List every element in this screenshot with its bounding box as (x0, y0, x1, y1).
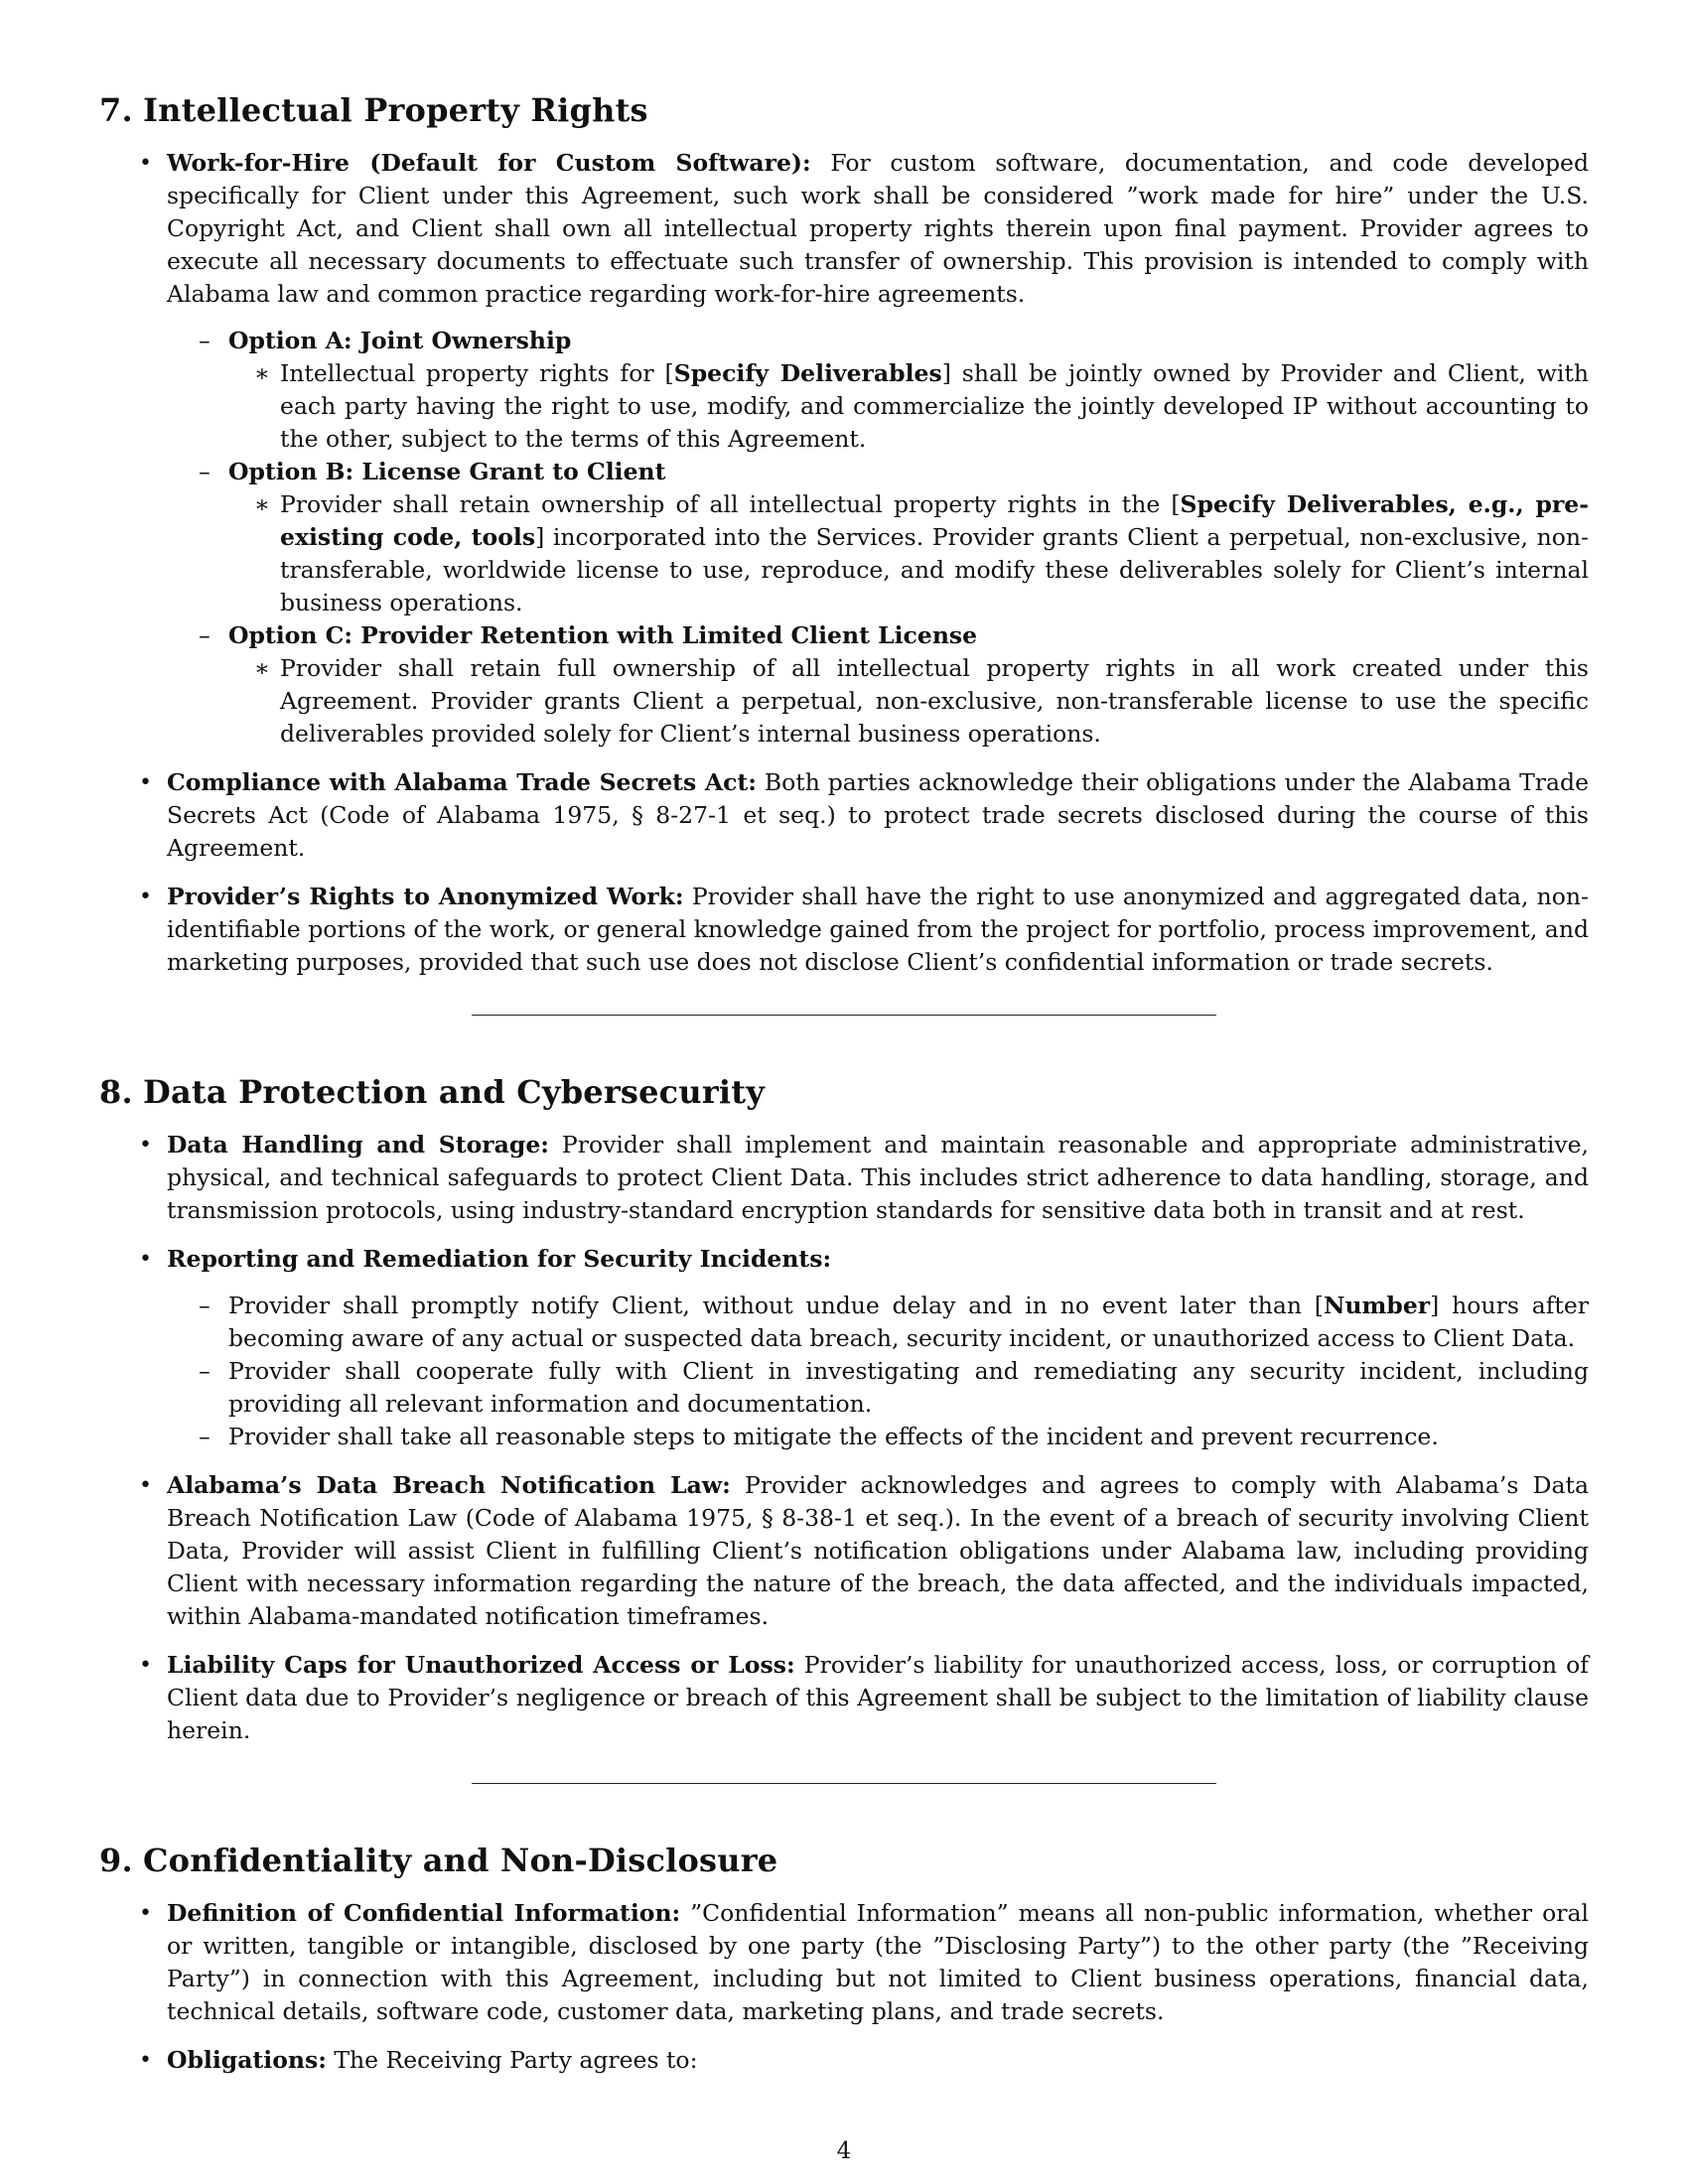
section-heading (99, 1842, 1589, 1879)
star-icon: ∗ (254, 654, 270, 682)
bullet-icon: • (139, 1247, 152, 1272)
item-label: Obligations: (167, 2046, 327, 2074)
list-item-definition (99, 1897, 1589, 2028)
section-9 (99, 1842, 1589, 2077)
item-text: Both parties acknowledge their obligations under the Alabama Trade Secrets Act (Code of Alabama 1975, § 8-27-1 et seq.) to protect trade secrets disclosed during the course of this Agreement. (167, 768, 1589, 862)
options-list (167, 325, 1589, 751)
list-item-anonymized-work (99, 881, 1589, 979)
page-content (99, 91, 1589, 2093)
item-label: Alabama’s Data Breach Notification Law: (167, 1471, 731, 1499)
option-a (167, 325, 1589, 456)
item-text: For custom software, documentation, and code developed specifically for Client under this Agreement, such work shall be considered ”work made for hire” under the U.S. Copyright Act, and Client shall own all intellectual property rights therein upon final payment. Provider agrees to execute all necessary documents to effectuate such transfer of ownership. This provision is intended to comply with Alabama law and common practice regarding work-for-hire agreements. (167, 149, 1589, 308)
item-label: Reporting and Remediation for Security Incidents: (167, 1245, 832, 1273)
option-b (167, 456, 1589, 619)
option-detail-item (228, 652, 1589, 751)
item-label: Provider’s Rights to Anonymized Work: (167, 883, 684, 910)
option-c-detail (228, 652, 1589, 751)
star-icon: ∗ (254, 490, 270, 518)
option-detail-item (228, 488, 1589, 619)
bullet-icon: • (139, 770, 152, 795)
item-label: Definition of Confidential Information: (167, 1899, 681, 1927)
bullet-icon: • (139, 885, 152, 909)
option-detail-item (228, 357, 1589, 456)
list-item-reporting (99, 1243, 1589, 1453)
bullet-icon: • (139, 1653, 152, 1678)
text-span: Intellectual property rights for [ (280, 359, 674, 387)
text-span: Provider shall promptly notify Client, without undue delay and in no event later than [ (228, 1292, 1324, 1319)
item-text: Provider shall have the right to use anonymized and aggregated data, non-identifiable portions of the work, or general knowledge gained from the project for portfolio, process improvement, and marketing purposes, provided that such use does not disclose Client’s confidential information or trade secrets. (167, 883, 1589, 976)
placeholder-text: Specify Deliverables, e.g., pre-existing code, tools (280, 490, 1589, 551)
section-number: 7. (99, 91, 133, 129)
section-heading (99, 91, 1589, 129)
section-heading (99, 1073, 1589, 1111)
section-9-list (99, 1897, 1589, 2077)
section-title: Intellectual Property Rights (143, 91, 648, 129)
reporting-sublist (167, 1290, 1589, 1453)
dash-icon: – (199, 1357, 211, 1385)
bullet-icon: • (139, 1133, 152, 1158)
dash-icon: – (199, 458, 211, 485)
section-title: Data Protection and Cybersecurity (143, 1073, 766, 1111)
item-text: The Receiving Party agrees to: (326, 2046, 698, 2074)
text-span: Provider shall retain full ownership of all intellectual property rights in all work created under this Agreement. Provider grants Client a perpetual, non-exclusive, non-transferable license to use the specific deliverables provided solely for Client’s internal business operations. (280, 654, 1589, 748)
item-text: Provider’s liability for unauthorized access, loss, or corruption of Client data due to Provider’s negligence or breach of this Agreement shall be subject to the limitation of liability clause herein. (167, 1651, 1589, 1744)
text-span: Provider shall cooperate fully with Client in investigating and remediating any security incident, including providing all relevant information and documentation. (228, 1357, 1589, 1418)
section-divider (472, 1783, 1216, 1784)
item-text: Provider acknowledges and agrees to comply with Alabama’s Data Breach Notification Law (Code of Alabama 1975, § 8-38-1 et seq.). In the event of a breach of security involving Client Data, Provider will assist Client in fulfilling Client’s notification obligations under Alabama law, including providing Client with necessary information regarding the nature of the breach, the data affected, and the individuals impacted, within Alabama-mandated notification timeframes. (167, 1471, 1589, 1630)
text-span: ] incorporated into the Services. Provider grants Client a perpetual, non-exclusive, non-transferable, worldwide license to use, reproduce, and modify these deliverables solely for Client’s internal business operations. (280, 523, 1589, 616)
item-label: Work-for-Hire (Default for Custom Software): (167, 149, 811, 177)
dash-icon: – (199, 1423, 211, 1450)
placeholder-text: Specify Deliverables (673, 359, 942, 387)
section-divider (472, 1015, 1216, 1016)
list-item-breach-law (99, 1469, 1589, 1633)
option-label: Option A: Joint Ownership (228, 327, 572, 354)
bullet-icon: • (139, 2048, 152, 2073)
section-title: Confidentiality and Non-Disclosure (143, 1842, 778, 1879)
star-icon: ∗ (254, 359, 270, 387)
sublist-item (167, 1290, 1589, 1355)
section-number: 8. (99, 1073, 133, 1111)
item-text: ”Confidential Information” means all non-public information, whether oral or written, tangible or intangible, disclosed by one party (the ”Disclosing Party”) to the other party (the ”Receiving Party”) in connection with this Agreement, including but not limited to Client business operations, financial data, technical details, software code, customer data, marketing plans, and trade secrets. (167, 1899, 1589, 2025)
sublist-item (167, 1421, 1589, 1453)
list-item-obligations (99, 2044, 1589, 2077)
list-item-trade-secrets (99, 766, 1589, 865)
list-item-work-for-hire (99, 147, 1589, 751)
bullet-icon: • (139, 1473, 152, 1498)
option-b-detail (228, 488, 1589, 619)
sublist-item (167, 1355, 1589, 1421)
text-span: ] hours after becoming aware of any actual or suspected data breach, security incident, or unauthorized access to Client Data. (228, 1292, 1589, 1352)
option-a-detail (228, 357, 1589, 456)
list-item-data-handling (99, 1129, 1589, 1227)
item-label: Liability Caps for Unauthorized Access or Loss: (167, 1651, 795, 1679)
section-8-list (99, 1129, 1589, 1747)
bullet-icon: • (139, 1901, 152, 1926)
dash-icon: – (199, 327, 211, 354)
bullet-icon: • (139, 151, 152, 176)
dash-icon: – (199, 1292, 211, 1319)
section-number: 9. (99, 1842, 133, 1879)
section-7-list (99, 147, 1589, 979)
page-number: 4 (836, 2138, 852, 2164)
option-label: Option C: Provider Retention with Limited Client License (228, 621, 978, 649)
option-label: Option B: License Grant to Client (228, 458, 666, 485)
dash-icon: – (199, 621, 211, 649)
item-label: Data Handling and Storage: (167, 1131, 549, 1159)
placeholder-text: Number (1323, 1292, 1431, 1319)
text-span: ] shall be jointly owned by Provider and Client, with each party having the right to use, modify, and commercialize the jointly developed IP without accounting to the other, subject to the terms of this Agreement. (280, 359, 1589, 453)
item-label: Compliance with Alabama Trade Secrets Act: (167, 768, 757, 796)
list-item-liability-caps (99, 1649, 1589, 1747)
text-span: Provider shall take all reasonable steps to mitigate the effects of the incident and prevent recurrence. (228, 1423, 1439, 1450)
section-8 (99, 1073, 1589, 1747)
option-c (167, 619, 1589, 751)
section-7 (99, 91, 1589, 979)
item-text: Provider shall implement and maintain reasonable and appropriate administrative, physical, and technical safeguards to protect Client Data. This includes strict adherence to data handling, storage, and transmission protocols, using industry-standard encryption standards for sensitive data both in transit and at rest. (167, 1131, 1589, 1224)
text-span: Provider shall retain ownership of all intellectual property rights in the [ (280, 490, 1181, 518)
